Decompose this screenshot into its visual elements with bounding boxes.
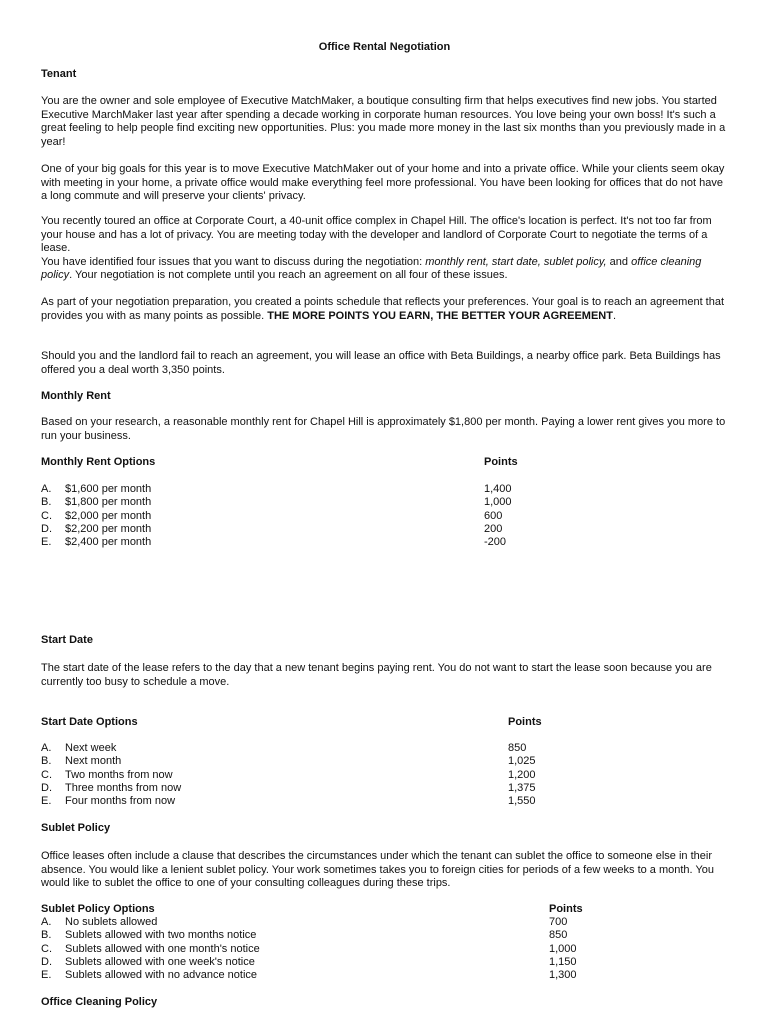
option-points: 600 xyxy=(484,509,503,522)
start-date-options-label: Start Date Options xyxy=(41,716,138,728)
option-letter: E. xyxy=(41,969,52,982)
option-points: 1,200 xyxy=(508,768,536,781)
option-row xyxy=(41,523,728,536)
option-row xyxy=(41,929,728,942)
option-row xyxy=(41,496,728,509)
option-letter: A. xyxy=(41,483,52,495)
start-date-description: The start date of the lease refers to the day that a new tenant begins paying rent. You do not want to start the lease soon because you are currently too busy to schedule a move. xyxy=(41,662,712,688)
intro-paragraph-5: Should you and the landlord fail to reach an agreement, you will lease an office with Beta Buildings, a nearby office park. Beta Buildings has offered you a deal worth 3,350 points. xyxy=(41,350,721,376)
intro-paragraph-2: One of your big goals for this year is to move Executive MatchMaker out of your home and into a private office. While your clients seem okay with meeting in your home, a private office would make everything feel more professional. You have been looking for offices that do not have a long commute and will preserve your clients' privacy. xyxy=(41,163,725,202)
option-text: $2,200 per month xyxy=(65,522,152,535)
option-text: $2,400 per month xyxy=(65,536,152,549)
monthly-rent-options-label: Monthly Rent Options xyxy=(41,456,156,468)
monthly-rent-points-label: Points xyxy=(484,456,518,468)
option-text: Sublets allowed with two months notice xyxy=(65,929,257,942)
option-points: 850 xyxy=(508,742,527,754)
option-letter: B. xyxy=(41,755,52,768)
intro-paragraph-4 xyxy=(41,296,728,323)
monthly-rent-options-list xyxy=(41,483,728,549)
issues-and-text: and xyxy=(606,255,632,268)
sublet-policy-options-list xyxy=(41,916,728,982)
option-points: 1,000 xyxy=(549,942,577,955)
option-row xyxy=(41,943,728,956)
option-row xyxy=(41,510,728,523)
sublet-policy-heading: Sublet Policy xyxy=(41,822,111,834)
monthly-rent-description: Based on your research, a reasonable monthly rent for Chapel Hill is approximately $1,800 per month. Paying a lower rent gives you more to run your business. xyxy=(41,416,726,442)
option-points: 1,000 xyxy=(484,496,512,509)
intro-paragraph-1: You are the owner and sole employee of Executive MatchMaker, a boutique consulting firm that helps executives find new jobs. You started Executive MarchMaker last year after spending a decade working in corporate human resources. You love being your own boss! It's such a great feeling to help people find exciting new opportunities. Plus: you made more money in the last six months than you previously made in a year! xyxy=(41,95,726,148)
option-text: No sublets allowed xyxy=(65,916,158,928)
option-letter: D. xyxy=(41,781,52,794)
option-letter: B. xyxy=(41,929,52,942)
option-row xyxy=(41,969,728,982)
option-letter: C. xyxy=(41,768,52,781)
option-text: Sublets allowed with one month's notice xyxy=(65,942,260,955)
issues-intro-text: You have identified four issues that you want to discuss during the negotiation: xyxy=(41,255,426,268)
option-points: 1,400 xyxy=(484,483,512,495)
option-row xyxy=(41,769,728,782)
document-title: Office Rental Negotiation xyxy=(318,41,451,53)
sublet-policy-description: Office leases often include a clause that describes the circumstances under which the tenant can sublet the office to someone else in their absence. You would like a lenient sublet policy. Your work sometimes takes you to foreign cities for periods of a few weeks to a month. You would like to sublet the office to one of your consulting colleagues during these trips. xyxy=(41,850,715,889)
option-text: Three months from now xyxy=(65,781,182,794)
option-row xyxy=(41,742,728,755)
option-points: 1,300 xyxy=(549,969,577,982)
start-date-options-list xyxy=(41,742,728,808)
option-text: $2,000 per month xyxy=(65,509,152,522)
issues-list-text: monthly rent, start date, sublet policy, xyxy=(425,255,607,268)
points-goal-end: . xyxy=(612,309,617,322)
option-row xyxy=(41,483,728,496)
option-points: 850 xyxy=(549,929,568,942)
start-date-heading: Start Date xyxy=(41,634,93,646)
option-letter: A. xyxy=(41,742,52,754)
points-emphasis-text: THE MORE POINTS YOU EARN, THE BETTER YOUR AGREEMENT xyxy=(267,309,613,322)
monthly-rent-heading: Monthly Rent xyxy=(41,390,111,402)
points-goal-text: As part of your negotiation preparation, you created a points schedule that reflects your preferences. Your goal is to reach an agreement that provides you with as many points as possible. xyxy=(41,296,725,322)
office-cleaning-heading: Office Cleaning Policy xyxy=(41,996,158,1008)
option-row xyxy=(41,795,728,808)
option-points: 1,025 xyxy=(508,755,536,768)
option-letter: C. xyxy=(41,509,52,522)
option-letter: C. xyxy=(41,942,52,955)
option-letter: B. xyxy=(41,496,52,509)
option-row xyxy=(41,916,728,929)
intro-paragraph-3-main: You recently toured an office at Corporate Court, a 40-unit office complex in Chapel Hill. The office's location is perfect. It's not too far from your house and has a lot of privacy. You are meeting today with the developer and landlord of Corporate Court to negotiate the terms of a lease. xyxy=(41,215,712,254)
issues-end-text: . Your negotiation is not complete until you reach an agreement on all four of these issues. xyxy=(69,269,508,281)
option-text: Sublets allowed with no advance notice xyxy=(65,969,258,982)
sublet-policy-points-label: Points xyxy=(549,903,583,915)
intro-paragraph-3 xyxy=(41,215,728,283)
option-text: Four months from now xyxy=(65,795,176,808)
option-row xyxy=(41,755,728,768)
option-row xyxy=(41,536,728,549)
option-points: 700 xyxy=(549,916,568,928)
option-points: -200 xyxy=(484,536,507,549)
option-letter: E. xyxy=(41,795,52,808)
option-text: Sublets allowed with one week's notice xyxy=(65,955,255,968)
start-date-points-label: Points xyxy=(508,716,542,728)
option-letter: A. xyxy=(41,916,52,928)
sublet-policy-options-header xyxy=(41,903,728,917)
option-letter: E. xyxy=(41,536,52,549)
option-points: 200 xyxy=(484,522,503,535)
option-row xyxy=(41,782,728,795)
role-heading: Tenant xyxy=(41,68,77,80)
option-points: 1,375 xyxy=(508,781,536,794)
option-text: Next week xyxy=(65,742,117,754)
option-text: $1,800 per month xyxy=(65,496,152,509)
option-letter: D. xyxy=(41,522,52,535)
option-text: Next month xyxy=(65,755,122,768)
option-text: $1,600 per month xyxy=(65,483,152,495)
option-points: 1,150 xyxy=(549,955,577,968)
option-row xyxy=(41,956,728,969)
option-letter: D. xyxy=(41,955,52,968)
start-date-options-header xyxy=(41,716,728,730)
option-points: 1,550 xyxy=(508,795,536,808)
issues-last-text: office cleaning policy xyxy=(41,255,702,281)
monthly-rent-options-header xyxy=(41,456,728,470)
sublet-policy-options-label: Sublet Policy Options xyxy=(41,903,155,915)
option-text: Two months from now xyxy=(65,768,173,781)
